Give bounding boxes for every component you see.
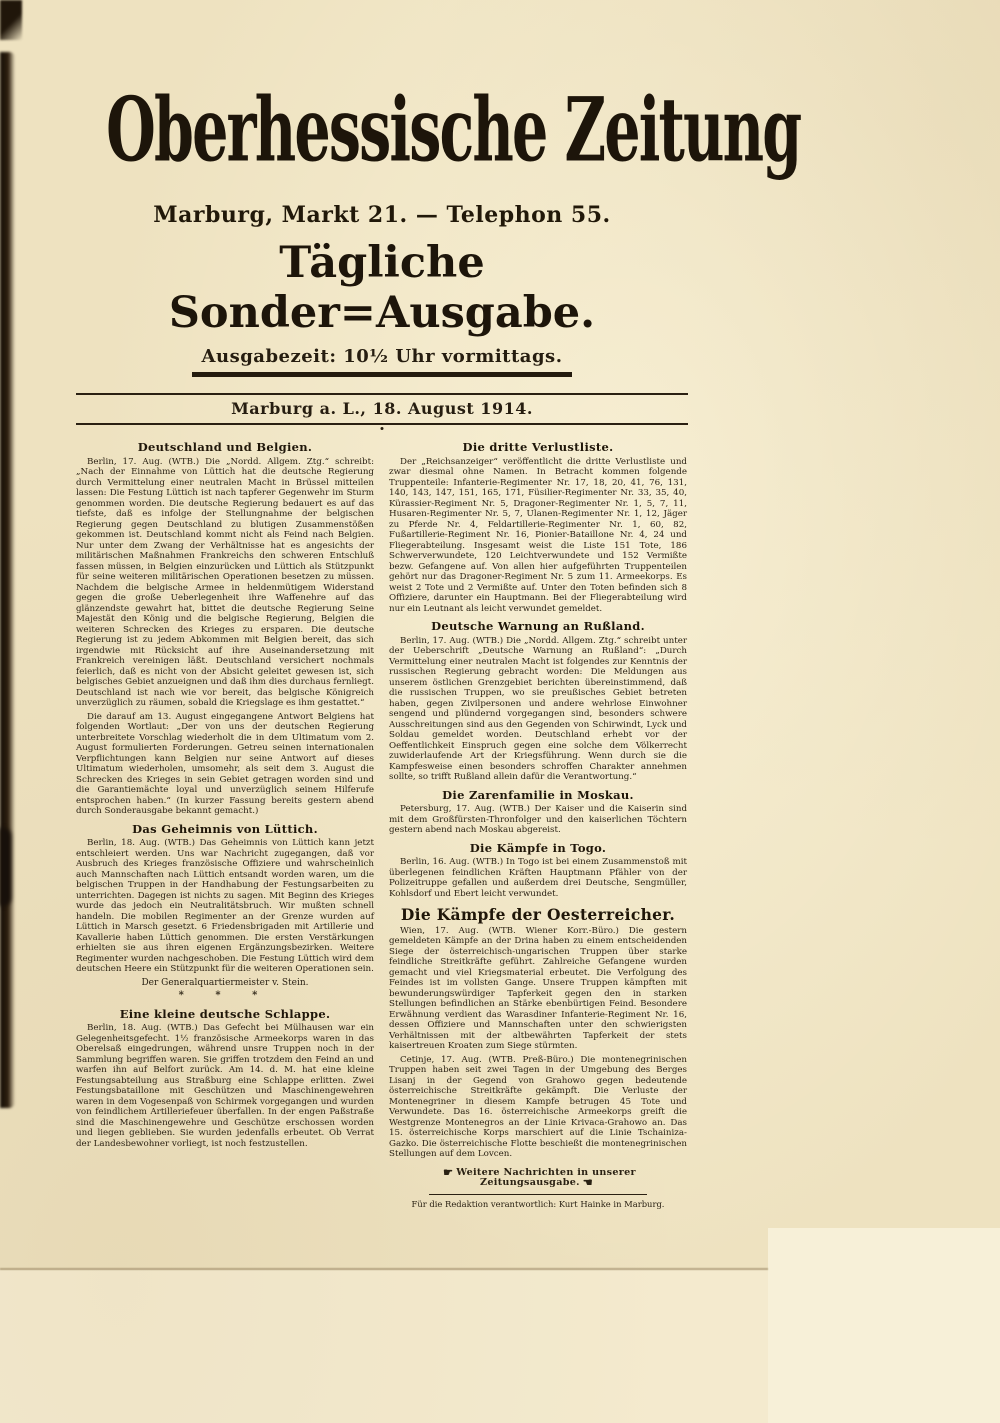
dateline: Marburg a. L., 18. August 1914. xyxy=(76,393,688,425)
article-paragraph: Berlin, 17. Aug. (WTB.) Die „Nordd. Allgem. Ztg.“ schreibt: „Nach der Einnahme von Lüttich hat die deutsche Regierung durch Vermittelung einer neutralen Macht in Brüssel mitteilen lassen: Die Festung Lüttich ist nach tapferer Gegenwehr im Sturm genommen worden. Die deutsche Regierung bedauert es auf das tiefste, daß es infolge der Stellungnahme der belgischen Regierung gegen Deutschland zu blutigen Zusammenstößen gekommen ist. Deutschland kommt nicht als Feind nach Belgien. Nur unter dem Zwang der Verhältnisse hat es angesichts der militärischen Maßnahmen Frankreichs den schweren Entschluß fassen müssen, in Belgien einzurücken und Lüttich als Stützpunkt für seine weiteren militärischen Operationen besetzen zu müssen. Nachdem die belgische Armee in heldenmütigem Widerstand gegen die große Ueberlegenheit ihre Waffenehre auf das glänzendste gewahrt hat, bittet die deutsche Regierung Seine Majestät den König und die belgische Regierung, Belgien die weiteren Schrecken des Krieges zu ersparen. Die deutsche Regierung ist zu jedem Abkommen mit Belgien bereit, das sich irgendwie mit Rücksicht auf ihre Auseinandersetzung mit Frankreich vereinigen läßt. Deutschland versichert nochmals feierlich, daß es nicht von der Absicht geleitet gewesen ist, sich belgisches Gebiet anzueignen und daß ihm dies durchaus fernliegt. Deutschland ist nach wie vor bereit, das belgische Königreich unverzüglich zu räumen, sobald die Kriegslage es ihm gestattet.“ xyxy=(76,456,374,708)
print-area xyxy=(76,78,801,1209)
scan-ink-blob xyxy=(0,828,11,906)
article-paragraph: Berlin, 18. Aug. (WTB.) Das Gefecht bei Mülhausen war ein Gelegenheitsgefecht. 1½ französische Armeekorps waren in das Oberelsaß eingedrungen, während unsre Truppen noch in der Sammlung begriffen waren. Sie griffen trotzdem den Feind an und warfen ihn auf Belfort zurück. Am 14. d. M. hat eine kleine Festungsabteilung aus Straßburg eine Schlappe erlitten. Zwei Festungsbataillone mit Geschützen und Maschinengewehren waren in dem Vogesenpaß von Schirmek vorgegangen und wurden von feindlichem Artilleriefeuer überfallen. In der engen Paßstraße sind die Maschinengewehre und Geschütze erschossen worden und liegen geblieben. Sie wurden jedenfalls erbeutet. Ob Verrat der Landesbewohner vorliegt, ist noch festzustellen. xyxy=(76,1023,374,1149)
article-paragraph: Der „Reichsanzeiger“ veröffentlicht die dritte Verlustliste und zwar diesmal ohne Namen. In Betracht kommen folgende Truppenteile: Infanterie-Regimenter Nr. 17, 18, 20, 41, 76, 131, 140, 143, 147, 151, 165, 171, Füsilier-Regimenter Nr. 33, 35, 40, Kürassier-Regiment Nr. 5, Dragoner-Regimenter Nr. 1, 5, 7, 11, Husaren-Regimenter Nr. 5, 7, Ulanen-Regimenter Nr. 1, 12, Jäger zu Pferde Nr. 4, Feldartillerie-Regimenter Nr. 1, 60, 82, Fußartillerie-Regiment Nr. 16, Pionier-Bataillone Nr. 4, 24 und Fliegerabteilung. Insgesamt weist die Liste 151 Tote, 186 Schwerverwundete, 120 Leichtverwundete und 152 Vermißte bezw. Gefangene auf. Von allen hier aufgeführten Truppenteilen gehört nur das Dragoner-Regiment Nr. 5 zum 11. Armeekorps. Es weist 2 Tote und 2 Vermißte auf. Unter den Toten befinden sich 8 Offiziere, darunter ein Hauptmann. Bei der Fliegerabteilung wird nur ein Leutnant als leicht verwundet gemeldet. xyxy=(389,456,687,614)
article-heading: Die dritte Verlustliste. xyxy=(462,440,614,454)
page-bottom-edge xyxy=(0,1268,768,1270)
notice-text: Weitere Nachrichten in unserer Zeitungsausgabe. xyxy=(456,1166,636,1188)
manicule-left-icon: ☚ xyxy=(582,1176,593,1189)
footer-rule xyxy=(429,1194,647,1195)
underlying-page-bottom xyxy=(0,1270,768,1423)
publication-time: Ausgabezeit: 10½ Uhr vormittags. xyxy=(192,346,573,377)
left-column xyxy=(76,435,374,1152)
imprint: Für die Redaktion verantwortlich: Kurt Hainke in Marburg. xyxy=(411,1198,665,1209)
article-paragraph: Petersburg, 17. Aug. (WTB.) Der Kaiser und die Kaiserin sind mit dem Großfürsten-Thronfolger und den kaiserlichen Töchtern gestern abend nach Moskau abgereist. xyxy=(389,804,687,835)
publication-time-row xyxy=(76,346,688,377)
article-paragraph: Wien, 17. Aug. (WTB. Wiener Korr.-Büro.) Die gestern gemeldeten Kämpfe an der Drina haben zu einem entscheidenden Siege der österreichisch-ungarischen Truppen über starke feindliche Streitkräfte geführt. Zahlreiche Gefangene wurden gemacht und viel Kriegsmaterial erbeutet. Die Verfolgung des Feindes ist im vollsten Gange. Unsere Truppen kämpften mit bewunderungswürdiger Tapferkeit gegen den in starken Stellungen befindlichen an Stärke ebenbürtigen Feind. Besondere Erwähnung verdient das Warasdiner Infanterie-Regiment Nr. 16, dessen Offiziere und Mannschaften unter den schwierigsten Verhältnissen mit der altbewährten Tapferkeit der stets kaisertreuen Kroaten zum Siege stürmten. xyxy=(389,925,687,1051)
article-columns xyxy=(76,435,688,1209)
article-signature: Der Generalquartiermeister v. Stein. xyxy=(141,977,309,988)
article-paragraph: Berlin, 17. Aug. (WTB.) Die „Nordd. Allgem. Ztg.“ schreibt unter der Ueberschrift „Deutsche Warnung an Rußland“: „Durch Vermittelung einer neutralen Macht ist folgendes zur Kenntnis der russischen Regierung gebracht worden: Die Meldungen aus unserem östlichen Grenzgebiet berichten übereinstimmend, daß die russischen Truppen, wo sie preußisches Gebiet betreten haben, gegen Zivilpersonen und andere wehrlose Einwohner sengend und plündernd vorgegangen sind, besonders schwere Ausschreitungen sind aus den Gegenden von Schirwindt, Lyck und Soldau gemeldet worden. Deutschland erhebt vor der Oeffentlichkeit Einspruch gegen eine solche dem Völkerrecht zuwiderlaufende Art der Kriegsführung. Wenn durch sie die Kampfesweise einen besonders schroffen Charakter annehmen sollte, so trifft Rußland allein dafür die Verantwortung.“ xyxy=(389,635,687,782)
more-news-notice xyxy=(389,1165,687,1189)
article-paragraph: Berlin, 18. Aug. (WTB.) Das Geheimnis von Lüttich kann jetzt entschleiert werden. Uns war Nachricht zugegangen, daß vor Ausbruch des Krieges französische Offiziere und wahrscheinlich auch Mannschaften nach Lüttich entsandt worden waren, um die belgischen Truppen in der Handhabung der Festungsarbeiten zu unterrichten. Dagegen ist nichts zu sagen. Mit Beginn des Krieges wurde das jedoch ein Neutralitätsbruch. Wir mußten schnell handeln. Die mobilen Regimenter an der Grenze wurden auf Lüttich in Marsch gesetzt. 6 Friedensbrigaden mit Artillerie und Kavallerie haben Lüttich genommen. Die ersten Verstärkungen erhielten sie aus ihren eigenen Ergänzungsbezirken. Weitere Regimenter wurden nachgeschoben. Die Festung Lüttich wird dem deutschen Heere ein Stützpunkt für die weiteren Operationen sein. xyxy=(76,838,374,974)
binding-shadow xyxy=(0,52,15,1108)
section-separator: * * * xyxy=(178,990,272,1001)
right-column xyxy=(389,435,687,1209)
edition-title: Tägliche Sonder=Ausgabe. xyxy=(168,238,596,338)
manicule-right-icon: ☛ xyxy=(443,1165,454,1179)
article-paragraph: Cetinje, 17. Aug. (WTB. Preß-Büro.) Die montenegrinischen Truppen haben seit zwei Tagen in der Umgebung des Berges Lisanj in der Gegend von Grahowo gegen bedeutende österreichische Streitkräfte gekämpft. Die Verluste der Montenegriner in diesem Kampfe betrugen 45 Tote und Verwundete. Das 16. österreichische Armeekorps greift die Westgrenze Montenegros an der Linie Krivaca-Grahowo an. Das 15. österreichische Korps marschiert auf die Linie Tschainiza-Gazko. Die österreichische Flotte beschießt die montenegrinischen Stellungen auf dem Lovcen. xyxy=(389,1054,687,1159)
underlying-page-right xyxy=(768,1228,1000,1423)
article-heading: Deutsche Warnung an Rußland. xyxy=(431,619,645,633)
masthead xyxy=(76,78,801,196)
article-heading: Die Kämpfe in Togo. xyxy=(469,840,607,855)
article-heading: Das Geheimnis von Lüttich. xyxy=(132,821,318,836)
article-paragraph: Berlin, 16. Aug. (WTB.) In Togo ist bei einem Zusammenstoß mit überlegenen feindlichen Kräften Hauptmann Pfähler von der Polizeitruppe gefallen und außerdem drei Deutsche, Sengmüller, Kohlsdorf und Ebert leicht verwundet. xyxy=(389,857,687,899)
article-heading-major: Die Kämpfe der Oesterreicher. xyxy=(400,905,676,924)
article-paragraph: Die darauf am 13. August eingegangene Antwort Belgiens hat folgenden Wortlaut: „Der von uns der deutschen Regierung unterbreitete Vorschlag wiederholt die in dem Ultimatum vom 2. August formulierten Forderungen. Getreu seinen internationalen Verpflichtungen kann Belgien nur seine Antwort auf dieses Ultimatum wiederholen, umsomehr, als seit dem 3. August die Schrecken des Krieges in sein Gebiet getragen worden sind und die Garantiemächte loyal und unverzüglich seinem Hilferufe entsprochen haben.“ (In kurzer Fassung bereits gestern abend durch Sonderausgabe bekannt gemacht.) xyxy=(76,711,374,816)
masthead-address: Marburg, Markt 21. — Telephon 55. xyxy=(153,202,611,228)
article-heading: Die Zarenfamilie in Moskau. xyxy=(442,787,634,802)
scan-corner-mark xyxy=(0,0,22,40)
article-heading: Eine kleine deutsche Schlappe. xyxy=(119,1006,331,1021)
article-heading: Deutschland und Belgien. xyxy=(137,440,313,454)
masthead-title: Oberhessische Zeitung xyxy=(106,78,801,182)
